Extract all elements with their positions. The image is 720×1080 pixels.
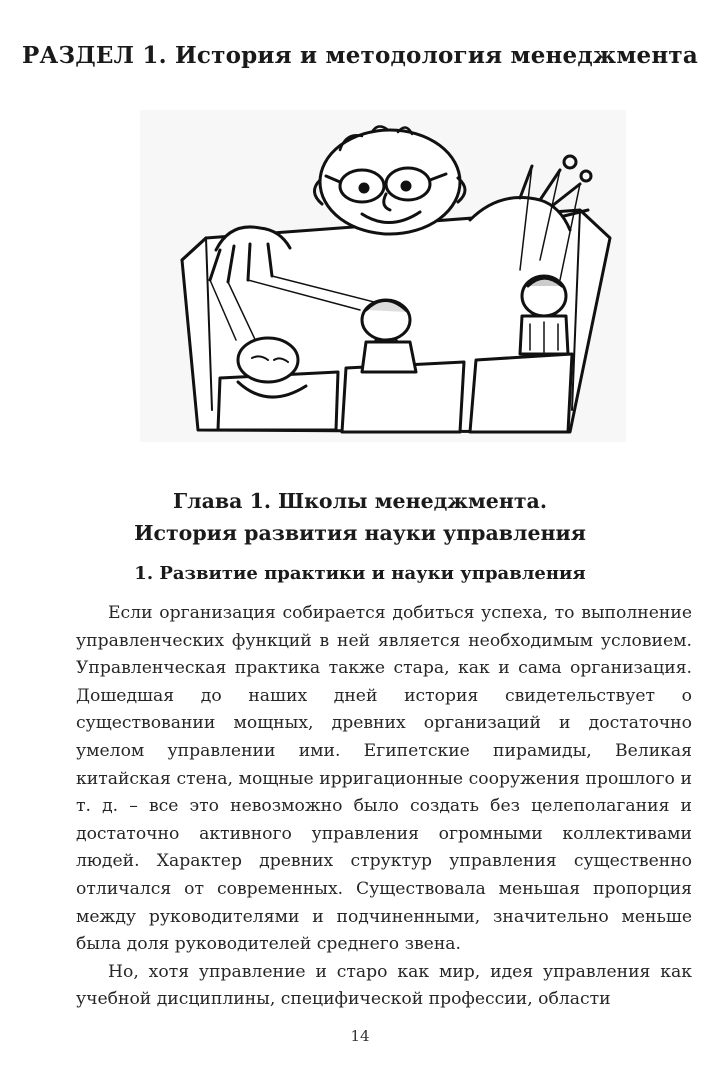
chapter-title-line1: Глава 1. Школы менеджмента.: [173, 489, 547, 513]
paragraph: Но, хотя управление и старо как мир, идея управления как учебной дисциплины, специфической профессии, области: [76, 961, 692, 1010]
puppeteer-cartoon: [140, 110, 626, 442]
body-text: [76, 600, 692, 1014]
section-heading: 1. Развитие практики и науки управления: [134, 563, 586, 584]
chapter-title-line2: История развития науки управления: [134, 521, 586, 545]
section-title: РАЗДЕЛ 1. История и методология менеджмента: [22, 42, 698, 69]
chapter-title: [0, 485, 720, 549]
paragraph: Если организация собирается добиться успеха, то выполнение управленческих функций в ней является необходимым условием. Управленческая практика также стара, как и сама организация. Дошедшая до наших дней история свидетельствует о существовании мощных, древних организаций и достаточно умелом управлении ими. Египетские пирамиды, Великая китайская стена, мощные ирригационные сооружения прошлого и т. д. – все это невозможно было создать без целеполагания и достаточно активного управления огромными коллективами людей. Характер древних структур управления существенно отличался от современных. Существовала меньшая пропорция между руководителями и подчиненными, значительно меньше была доля руководителей среднего звена.: [76, 603, 692, 955]
puppeteer-illustration: [140, 110, 626, 442]
page-number: 14: [350, 1027, 370, 1045]
